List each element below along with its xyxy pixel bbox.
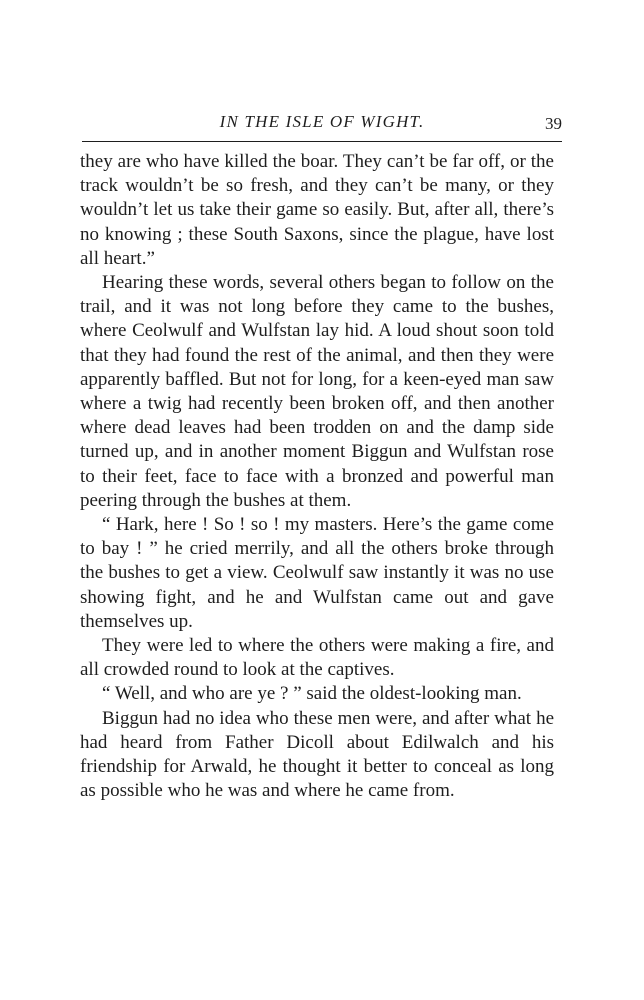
paragraph: They were led to where the others were making a fire, and all crowded round to look at the captives. bbox=[80, 635, 554, 681]
body-text bbox=[80, 150, 554, 803]
paragraph: “ Well, and who are ye ? ” said the oldest-looking man. bbox=[102, 683, 522, 705]
paragraph-continued: they are who have killed the boar. They can’t be far off, or the track wouldn’t be so fresh, and they can’t be many, or they wouldn’t let us take their game so easily. But, after all, there’s no knowing ; these South Saxons, since the plague, have lost all heart.” bbox=[80, 151, 554, 269]
paragraph: “ Hark, here ! So ! so ! my masters. Here’s the game come to bay ! ” he cried merrily, and all the others broke through the bushes to get a view. Ceolwulf saw instantly it was no use showing fight, and he and Wulfstan came out and gave themselves up. bbox=[80, 514, 554, 632]
paragraph: Biggun had no idea who these men were, and after what he had heard from Father Dicoll about Edilwalch and his friendship for Arwald, he thought it better to conceal as long as possible who he was and where he came from. bbox=[80, 707, 554, 802]
paragraph: Hearing these words, several others began to follow on the trail, and it was not long before they came to the bushes, where Ceolwulf and Wulfstan lay hid. A loud shout soon told that they had found the rest of the animal, and then they were apparently baffled. But not for long, for a keen-eyed man saw where a twig had recently been broken off, and then another where dead leaves had been trodden on and the damp side turned up, and in another moment Biggun and Wulfstan rose to their feet, face to face with a bronzed and powerful man peering through the bushes at them. bbox=[80, 272, 554, 511]
header-rule bbox=[82, 141, 562, 142]
running-title: IN THE ISLE OF WIGHT. bbox=[219, 112, 425, 131]
running-head bbox=[82, 112, 562, 138]
page-number: 39 bbox=[545, 114, 562, 133]
